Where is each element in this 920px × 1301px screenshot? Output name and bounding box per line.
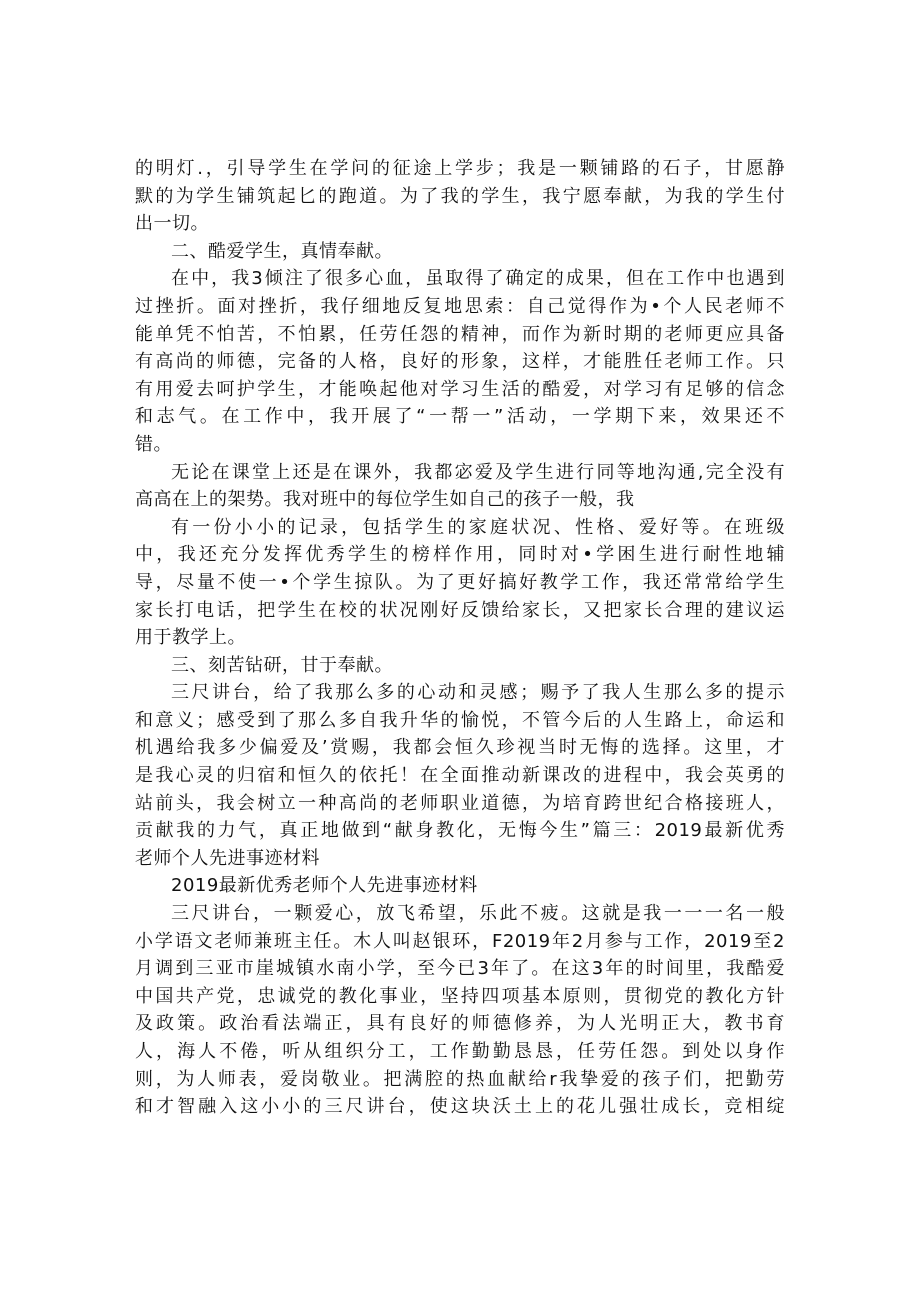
document-body [135, 155, 785, 1121]
text-line: 三尺讲台，给了我那么多的心动和灵感；赐予了我人生那么多的提示 [171, 682, 785, 704]
text-line: 和意义；感受到了那么多自我升华的愉悦，不管今后的人生路上，命运和 [135, 709, 785, 731]
text-line: 用于教学上。 [135, 627, 246, 649]
text-line: 家长打电话，把学生在校的状况刚好反馈给家长，又把家长合理的建议运 [135, 599, 785, 621]
text-line: 导，尽量不使一•个学生掠队。为了更好搞好教学工作，我还常常给学生 [135, 571, 785, 593]
text-line: 月调到三亚市崖城镇水南小学，至今已3年了。在这3年的时间里，我酷爱 [135, 958, 785, 980]
text-line: 出一切。 [135, 213, 209, 235]
text-line: 站前头，我会树立一种高尚的老师职业道德，为培育跨世纪合格接班人， [135, 792, 785, 814]
text-line: 和志气。在工作中，我开展了“一帮一”活动，一学期下来，效果还不 [135, 406, 785, 428]
text-line: 能单凭不怕苦，不怕累，任劳任怨的精神，而作为新时期的老师更应具备 [135, 323, 785, 345]
text-line: 在中，我3倾注了很多心血，虽取得了确定的成果，但在工作中也遇到 [171, 268, 785, 290]
text-line: 二、酷爱学生，真情奉献。 [171, 240, 393, 262]
text-line: 的明灯.，引导学生在学问的征途上学步；我是一颗铺路的石子，甘愿静 [135, 158, 785, 179]
text-line: 过挫折。面对挫折，我仔细地反复地思索：自己觉得作为•个人民老师不 [135, 295, 785, 317]
text-line: 则，为人师表，爱岗敬业。把满腔的热血献给r我挚爱的孩子们，把勤劳 [135, 1068, 785, 1090]
text-line: 及政策。政治看法端正，具有良好的师德修养，为人光明正大，教书育 [135, 1013, 785, 1035]
text-line: 老师个人先进事迹材料 [135, 847, 320, 869]
text-line: 中，我还充分发挥优秀学生的榜样作用，同时对•学困生进行耐性地辅 [135, 544, 785, 566]
text-line: 人，海人不倦，听从组织分工，工作勤勤恳恳，任劳任怨。到处以身作 [135, 1041, 785, 1062]
text-line: 机遇给我多少偏爱及’赏赐，我都会恒久珍视当时无悔的选择。这里，才 [135, 737, 785, 759]
text-line: 默的为学生铺筑起匕的跑道。为了我的学生，我宁愿奉献，为我的学生付 [135, 185, 785, 207]
text-line: 是我心灵的归宿和恒久的依托！在全面推动新课改的进程中，我会英勇的 [135, 765, 785, 787]
text-line: 小学语文老师兼班主任。木人叫赵银环，F2019年2月参与工作，2019至2 [135, 930, 785, 952]
text-line: 三尺讲台，一颗爱心，放飞希望，乐此不疲。这就是我一一一名一般 [171, 903, 785, 925]
text-line: 高高在上的架势。我对班中的每位学生如自己的孩子一般，我 [135, 489, 635, 511]
text-line: 有高尚的师德，完备的人格，良好的形象，这样，才能胜任老师工作。只 [135, 351, 785, 373]
text-line: 和才智融入这小小的三尺讲台，使这块沃土上的花儿强壮成长，竞相绽 [135, 1096, 785, 1118]
text-line: 贡献我的力气，真正地做到“献身教化，无悔今生”篇三：2019最新优秀 [135, 820, 785, 842]
text-line: 2019最新优秀老师个人先进事迹材料 [171, 875, 478, 897]
text-line: 三、刻苦钻研，甘于奉献。 [171, 654, 393, 676]
text-line: 无论在课堂上还是在课外，我都宓爱及学生进行同等地沟通,完全没有 [171, 461, 785, 483]
text-line: 有一份小小的记录，包括学生的家庭状况、性格、爱好等。在班级 [171, 516, 785, 538]
text-line: 有用爱去呵护学生，才能唤起他对学习生活的酷爱，对学习有足够的信念 [135, 378, 785, 400]
text-line: 中国共产党，忠诚党的教化事业，坚持四项基本原则，贯彻党的教化方针 [135, 985, 785, 1007]
text-line: 错。 [135, 433, 172, 455]
